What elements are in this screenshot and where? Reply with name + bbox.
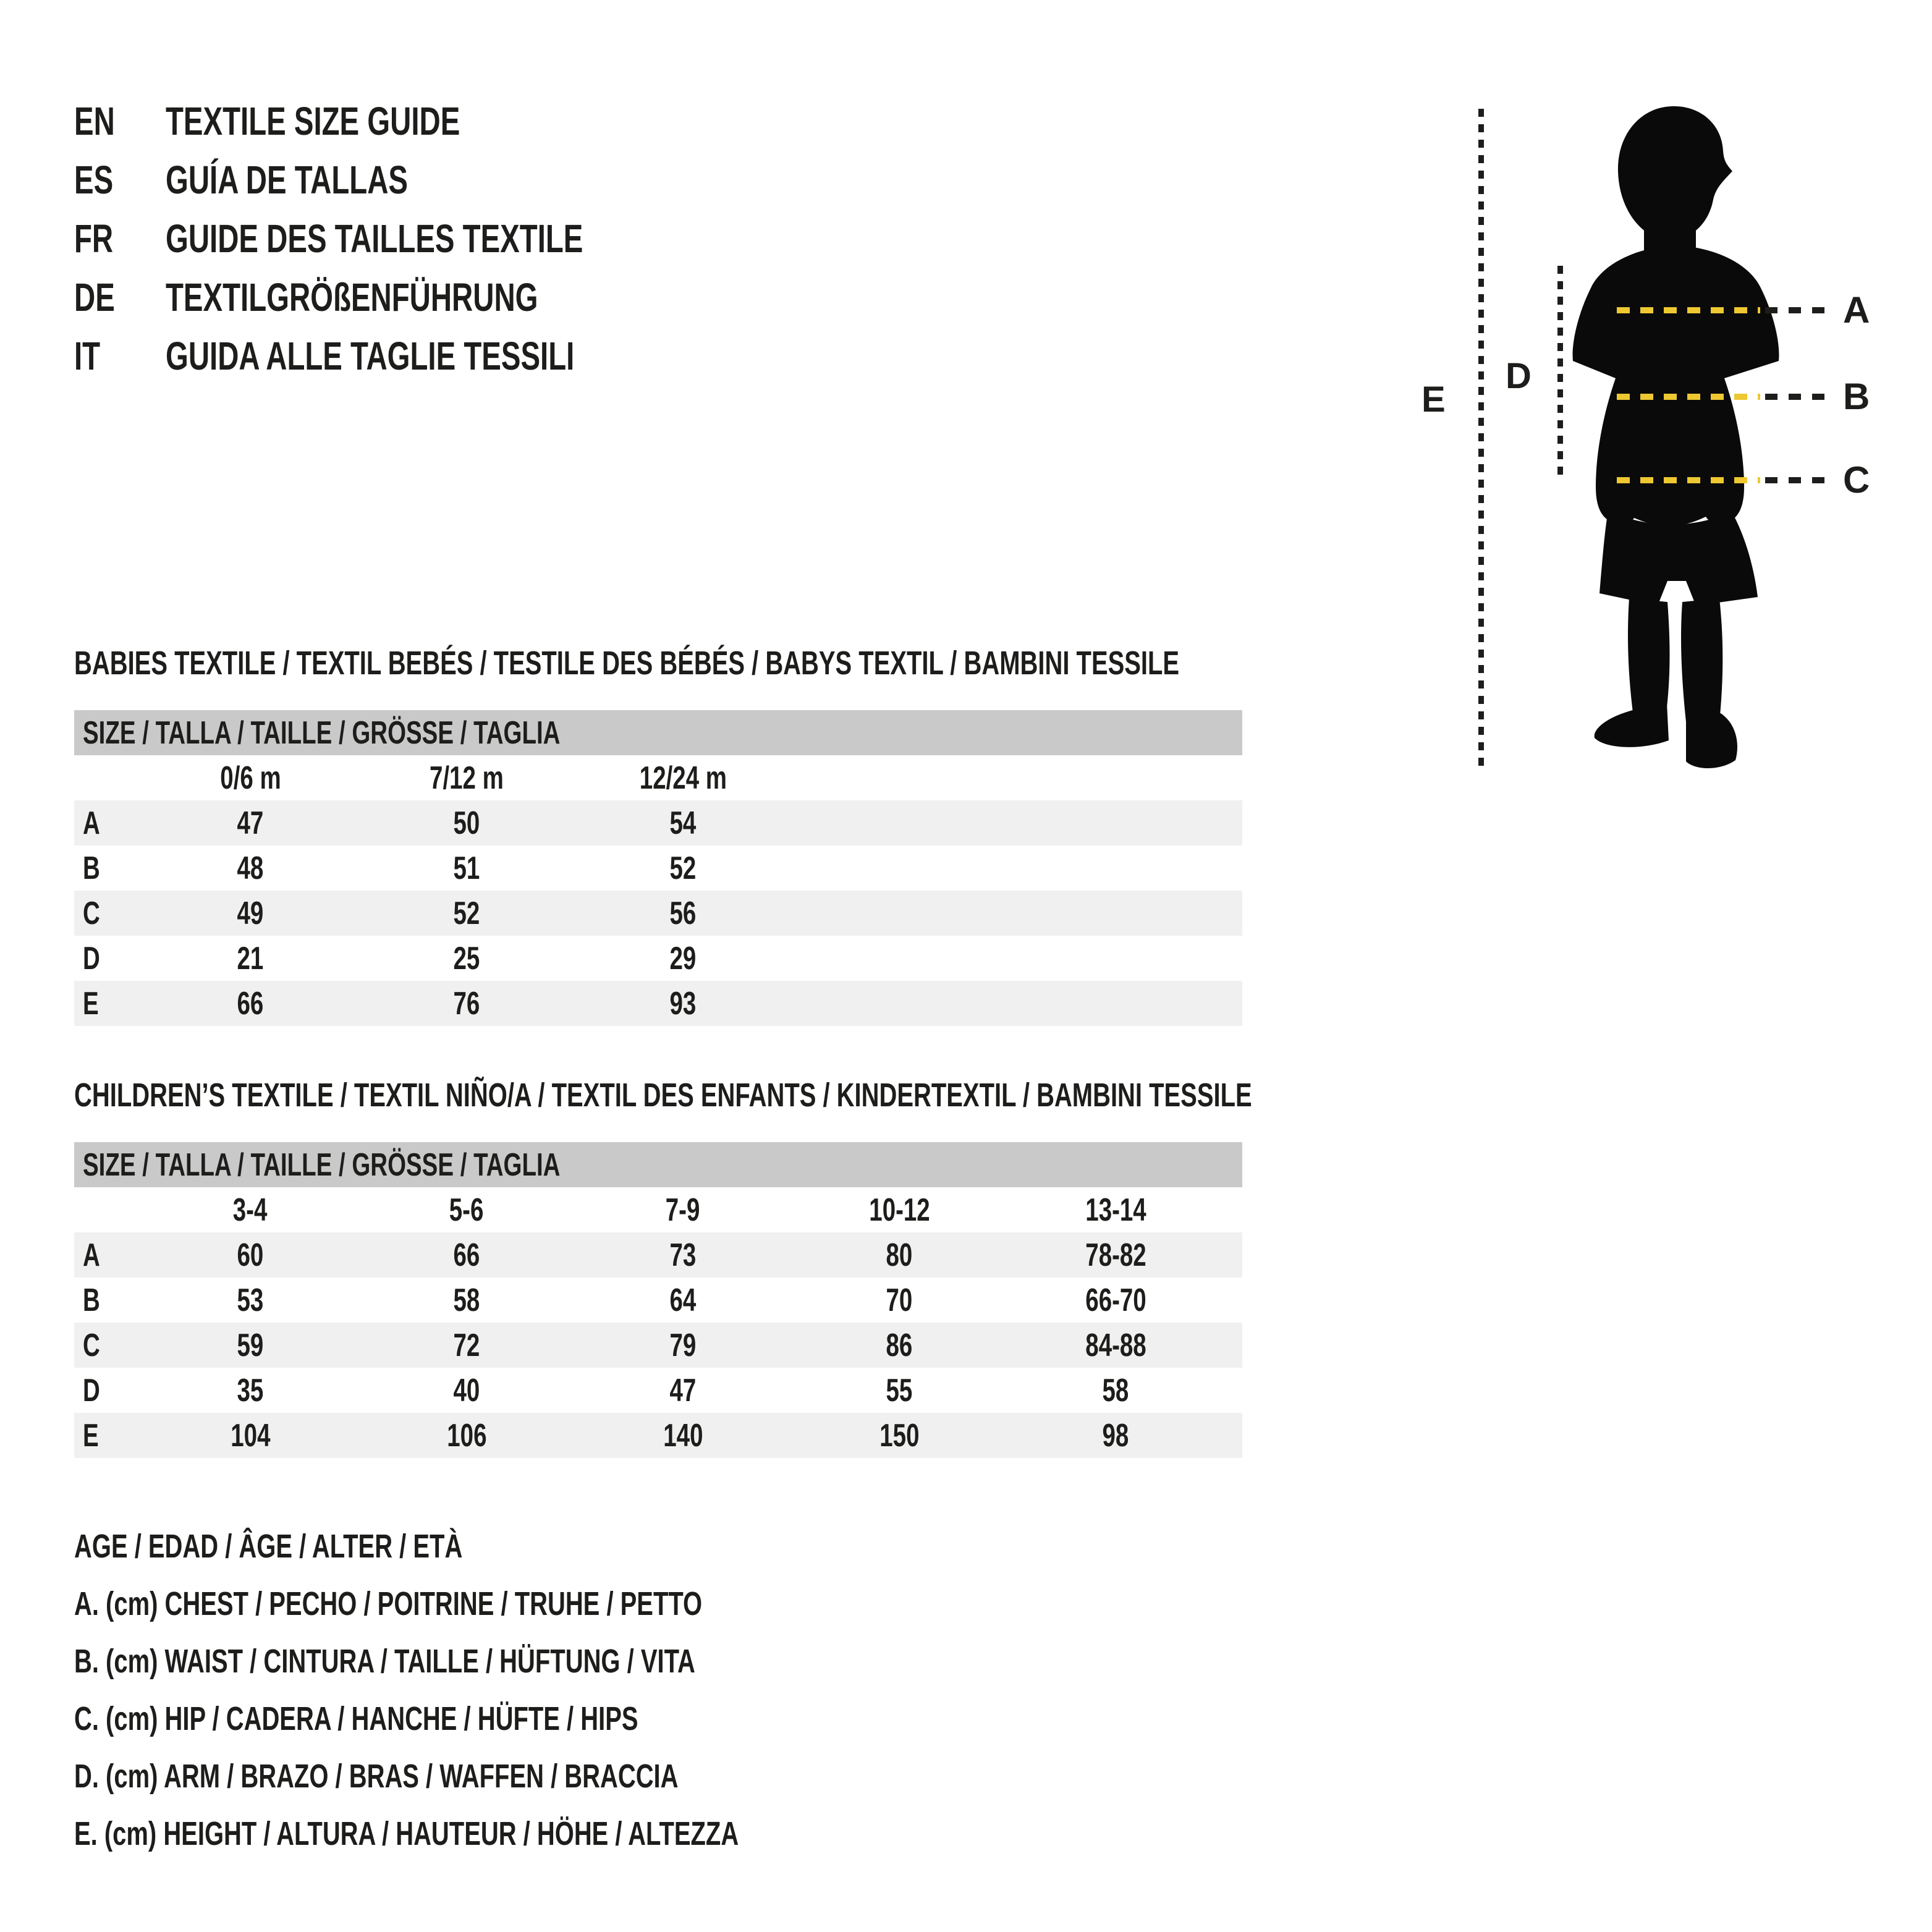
value-text: 59 — [237, 1327, 264, 1363]
language-code-text: DE — [74, 275, 115, 320]
language-code — [74, 151, 166, 210]
table-row — [74, 1323, 1242, 1368]
row-label-cell — [74, 1327, 142, 1364]
value-cell — [142, 1417, 358, 1454]
language-guide-title — [166, 268, 669, 327]
value-cell — [358, 805, 575, 842]
hip-line-c-yellow — [1617, 477, 1760, 483]
table-row — [74, 800, 1242, 845]
row-label-cell — [74, 1417, 142, 1454]
value-text: 50 — [453, 805, 480, 841]
value-cell — [358, 850, 575, 887]
value-text: 66-70 — [1085, 1282, 1146, 1318]
value-cell — [1007, 1372, 1224, 1409]
value-text: 56 — [669, 895, 697, 931]
value-text: 73 — [669, 1237, 697, 1273]
value-text: 104 — [230, 1417, 271, 1454]
column-header-cell — [791, 1192, 1007, 1229]
value-cell — [1007, 1282, 1224, 1319]
value-cell — [142, 1372, 358, 1409]
legend-line-text: C. (cm) HIP / CADERA / HANCHE / HÜFTE / HIPS — [74, 1700, 638, 1737]
value-cell — [142, 1282, 358, 1319]
value-text: 80 — [886, 1237, 913, 1273]
child-silhouette-image — [1567, 104, 1790, 774]
value-cell — [791, 1237, 1007, 1274]
value-text: 53 — [237, 1282, 264, 1318]
value-cell — [575, 850, 791, 887]
chest-line-a-dark — [1765, 307, 1834, 313]
measure-label-b: B — [1843, 376, 1871, 417]
value-text: 40 — [453, 1372, 480, 1409]
value-text: 48 — [237, 850, 264, 886]
column-header-text: 3-4 — [233, 1192, 268, 1228]
value-text: 47 — [237, 805, 264, 841]
silhouette-right-leg — [1681, 598, 1722, 722]
row-label-text: C — [83, 1327, 100, 1363]
column-header-cell — [358, 760, 575, 797]
value-cell — [142, 895, 358, 932]
table-row — [74, 981, 1242, 1026]
children-size-table — [74, 1142, 1242, 1458]
value-cell — [575, 895, 791, 932]
value-cell — [142, 985, 358, 1022]
value-text: 35 — [237, 1372, 264, 1409]
measure-label-a: A — [1843, 289, 1871, 331]
value-cell — [791, 1282, 1007, 1319]
language-guide-title — [166, 151, 493, 210]
value-text: 29 — [669, 940, 697, 977]
row-label-cell — [74, 805, 142, 842]
language-code-text: ES — [74, 158, 114, 202]
value-cell — [358, 1237, 575, 1274]
value-text: 55 — [886, 1372, 913, 1409]
row-label-cell — [74, 1372, 142, 1409]
row-label-text: D — [83, 940, 100, 977]
value-cell — [575, 1417, 791, 1454]
legend-line — [74, 1518, 972, 1575]
row-label-text: E — [83, 985, 99, 1022]
value-cell — [358, 1417, 575, 1454]
column-header-cell — [575, 1192, 791, 1229]
language-row — [74, 151, 730, 210]
value-cell — [575, 1372, 791, 1409]
value-text: 86 — [886, 1327, 913, 1363]
language-guide-title-text: GUIDA ALLE TAGLIE TESSILI — [166, 334, 575, 378]
value-cell — [358, 1372, 575, 1409]
column-header-cell — [1007, 1192, 1224, 1229]
silhouette-right-shoe — [1686, 713, 1737, 768]
legend-line-text: E. (cm) HEIGHT / ALTURA / HAUTEUR / HÖHE / ALTEZZA — [74, 1815, 739, 1852]
value-cell — [791, 1372, 1007, 1409]
value-cell — [1007, 1327, 1224, 1364]
waist-line-b-yellow — [1617, 394, 1760, 400]
column-header-cell — [142, 760, 358, 797]
children-table-title: CHILDREN’S TEXTILE / TEXTIL NIÑO/A / TEXTIL DES ENFANTS / KINDERTEXTIL / BAMBINI TESSILE — [74, 1077, 1252, 1114]
value-text: 98 — [1102, 1417, 1129, 1454]
language-code-text: EN — [74, 99, 115, 143]
language-guide-title-text: GUÍA DE TALLAS — [166, 158, 409, 202]
language-row — [74, 327, 730, 386]
language-guide-title-text: TEXTILGRÖßENFÜHRUNG — [166, 275, 538, 320]
value-text: 106 — [446, 1417, 487, 1454]
language-code-text: IT — [74, 334, 101, 378]
table-row — [74, 1368, 1242, 1413]
size-header-text: SIZE / TALLA / TAILLE / GRÖSSE / TAGLIA — [83, 1146, 561, 1183]
table-row — [74, 1277, 1242, 1323]
row-label-cell — [74, 1237, 142, 1274]
value-cell — [791, 1417, 1007, 1454]
language-code — [74, 210, 166, 268]
value-text: 72 — [453, 1327, 480, 1363]
value-text: 76 — [453, 985, 480, 1022]
column-header-row — [74, 755, 1242, 800]
column-header-text: 10-12 — [868, 1192, 930, 1228]
size-header-text: SIZE / TALLA / TAILLE / GRÖSSE / TAGLIA — [83, 714, 561, 751]
value-text: 140 — [663, 1417, 703, 1454]
value-cell — [142, 1327, 358, 1364]
value-cell — [575, 985, 791, 1022]
value-cell — [1007, 1237, 1224, 1274]
column-header-cell — [358, 1192, 575, 1229]
row-label-cell — [74, 985, 142, 1022]
value-cell — [358, 1327, 575, 1364]
value-cell — [142, 940, 358, 977]
language-guide-title-text: GUIDE DES TAILLES TEXTILE — [166, 216, 583, 261]
value-cell — [142, 850, 358, 887]
column-header-cell — [142, 1192, 358, 1229]
row-label-text: C — [83, 895, 100, 931]
size-header-bar — [74, 1142, 1242, 1187]
value-text: 21 — [237, 940, 264, 977]
value-cell — [575, 805, 791, 842]
language-row — [74, 210, 730, 268]
row-label-text: B — [83, 1282, 100, 1318]
value-text: 150 — [879, 1417, 920, 1454]
language-guide-title — [166, 210, 730, 268]
silhouette-shorts — [1599, 511, 1758, 606]
measure-label-e: E — [1421, 379, 1446, 420]
arm-measure-line-d — [1557, 266, 1563, 479]
value-text: 64 — [669, 1282, 697, 1318]
value-cell — [142, 805, 358, 842]
legend-line — [74, 1748, 972, 1805]
value-text: 79 — [669, 1327, 697, 1363]
language-code-text: FR — [74, 216, 114, 261]
value-text: 70 — [886, 1282, 913, 1318]
value-cell — [358, 1282, 575, 1319]
table-row — [74, 845, 1242, 891]
column-header-row — [74, 1187, 1242, 1232]
row-label-cell — [74, 1282, 142, 1319]
row-label-text: E — [83, 1417, 99, 1454]
language-guide-title — [166, 327, 718, 386]
column-header-text: 0/6 m — [219, 760, 281, 796]
legend-line-text: AGE / EDAD / ÂGE / ALTER / ETÀ — [74, 1528, 463, 1565]
value-cell — [791, 1327, 1007, 1364]
value-text: 54 — [669, 805, 697, 841]
value-cell — [575, 1327, 791, 1364]
value-text: 66 — [453, 1237, 480, 1273]
legend-line — [74, 1633, 972, 1690]
value-text: 60 — [237, 1237, 264, 1273]
row-label-text: A — [83, 1237, 100, 1273]
column-header-text: 13-14 — [1085, 1192, 1146, 1228]
value-cell — [575, 1282, 791, 1319]
value-text: 93 — [669, 985, 697, 1022]
value-cell — [1007, 1417, 1224, 1454]
column-header-cell — [575, 760, 791, 797]
legend-line — [74, 1805, 972, 1863]
row-label-cell — [74, 850, 142, 887]
row-label-text: A — [83, 805, 100, 841]
babies-table-title: BABIES TEXTILE / TEXTIL BEBÉS / TESTILE DES BÉBÉS / BABYS TEXTIL / BAMBINI TESSILE — [74, 645, 1180, 682]
column-header-text: 7/12 m — [430, 760, 504, 796]
measurement-legend — [74, 1518, 972, 1863]
legend-line-text: D. (cm) ARM / BRAZO / BRAS / WAFFEN / BRACCIA — [74, 1758, 679, 1795]
value-text: 78-82 — [1085, 1237, 1146, 1273]
value-text: 58 — [1102, 1372, 1129, 1409]
language-code — [74, 327, 166, 386]
language-guide-title — [166, 92, 564, 151]
table-row — [74, 891, 1242, 936]
language-row — [74, 92, 730, 151]
value-cell — [358, 940, 575, 977]
value-cell — [358, 985, 575, 1022]
value-cell — [358, 895, 575, 932]
table-row — [74, 1413, 1242, 1458]
row-label-cell — [74, 895, 142, 932]
hip-line-c-dark — [1765, 477, 1834, 483]
legend-line — [74, 1575, 972, 1633]
column-header-text: 12/24 m — [639, 760, 727, 796]
legend-line-text: B. (cm) WAIST / CINTURA / TAILLE / HÜFTUNG / VITA — [74, 1643, 695, 1680]
size-header-bar — [74, 710, 1242, 755]
value-cell — [575, 1237, 791, 1274]
measure-label-c: C — [1843, 459, 1871, 501]
language-title-list — [74, 92, 730, 386]
chest-line-a-yellow — [1617, 307, 1760, 313]
value-cell — [142, 1237, 358, 1274]
row-label-text: D — [83, 1372, 100, 1409]
value-text: 58 — [453, 1282, 480, 1318]
value-text: 84-88 — [1085, 1327, 1146, 1363]
table-row — [74, 936, 1242, 981]
value-text: 66 — [237, 985, 264, 1022]
language-code — [74, 268, 166, 327]
row-label-text: B — [83, 850, 100, 886]
row-label-cell — [74, 940, 142, 977]
value-text: 25 — [453, 940, 480, 977]
legend-line-text: A. (cm) CHEST / PECHO / POITRINE / TRUHE / PETTO — [74, 1585, 703, 1622]
language-guide-title-text: TEXTILE SIZE GUIDE — [166, 99, 460, 143]
value-cell — [575, 940, 791, 977]
waist-line-b-dark — [1765, 394, 1834, 400]
value-text: 52 — [669, 850, 697, 886]
value-text: 49 — [237, 895, 264, 931]
value-text: 51 — [453, 850, 480, 886]
value-text: 52 — [453, 895, 480, 931]
legend-line — [74, 1690, 972, 1748]
table-row — [74, 1232, 1242, 1277]
column-header-text: 7-9 — [666, 1192, 700, 1228]
language-row — [74, 268, 730, 327]
measure-label-d: D — [1506, 356, 1532, 396]
language-code — [74, 92, 166, 151]
babies-size-table — [74, 710, 1242, 1026]
column-header-text: 5-6 — [449, 1192, 484, 1228]
value-text: 47 — [669, 1372, 697, 1409]
silhouette-torso — [1573, 246, 1779, 526]
